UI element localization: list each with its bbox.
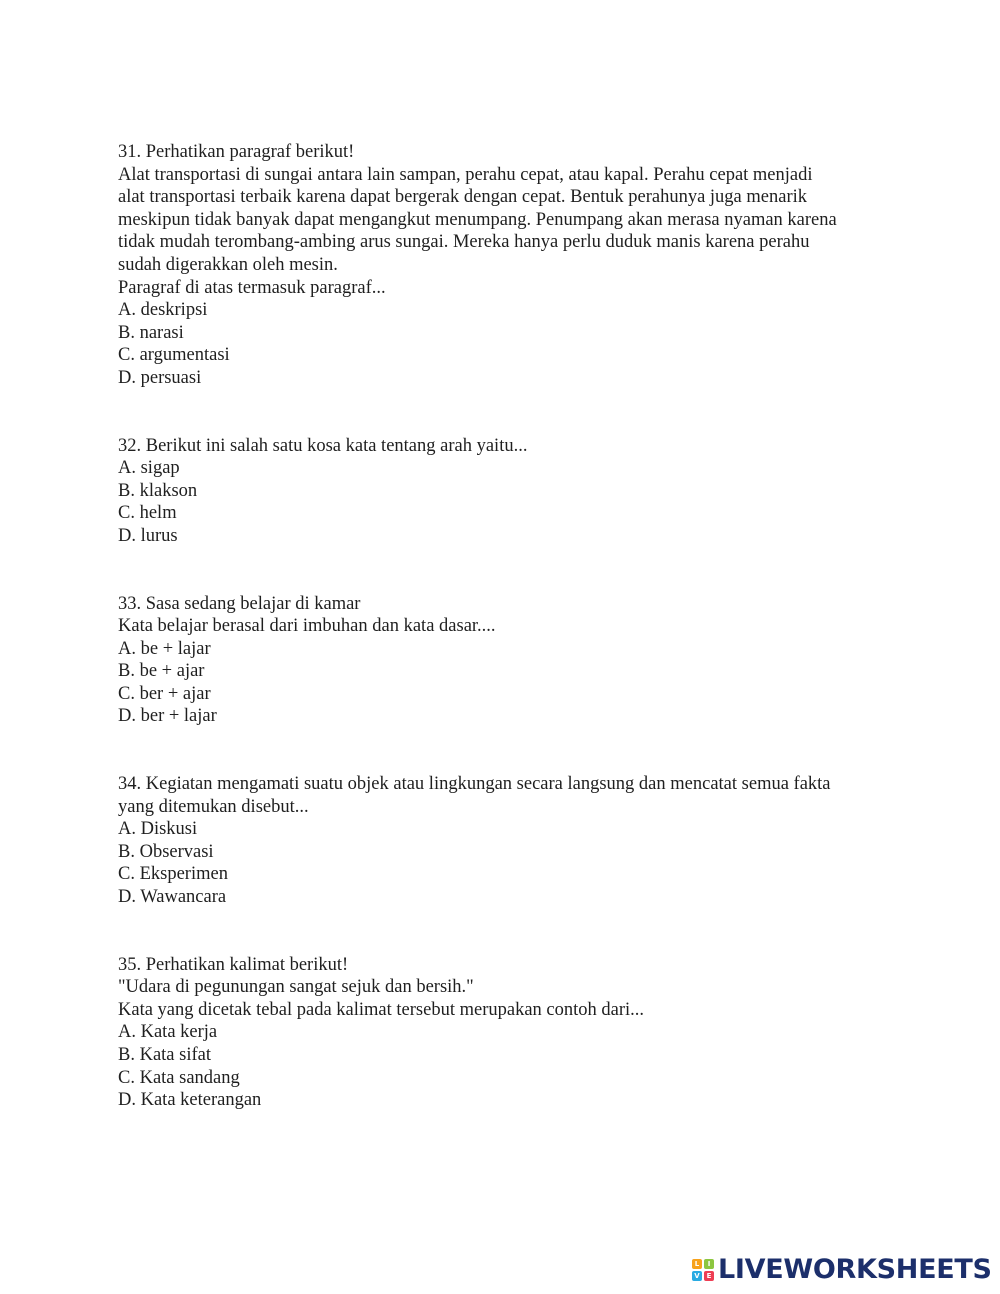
question-text-line: meskipun tidak banyak dapat mengangkut menumpang. Penumpang akan merasa nyaman karena xyxy=(118,209,837,230)
question-text-line: sudah digerakkan oleh mesin. xyxy=(118,254,338,275)
question-31 xyxy=(118,141,898,390)
question-text-line: "Udara di pegunungan sangat sejuk dan bersih." xyxy=(118,977,474,998)
logo-text: LIVEWORKSHEETS xyxy=(718,1254,992,1285)
answer-option: C. ber + ajar xyxy=(118,683,211,704)
question-text-line: alat transportasi terbaik karena dapat bergerak dengan cepat. Bentuk perahunya juga menarik xyxy=(118,187,807,208)
question-text: 34. Kegiatan mengamati suatu objek atau lingkungan secara langsung dan mencatat semua fakta xyxy=(118,774,831,795)
question-list xyxy=(118,141,898,1112)
logo-tile: I xyxy=(704,1259,714,1269)
question-34 xyxy=(118,773,898,909)
answer-option: D. lurus xyxy=(118,525,178,546)
answer-option: B. narasi xyxy=(118,322,184,343)
answer-option: B. Observasi xyxy=(118,841,214,862)
answer-option: A. deskripsi xyxy=(118,300,208,321)
question-text-line: Kata yang dicetak tebal pada kalimat tersebut merupakan contoh dari... xyxy=(118,999,645,1020)
answer-option: D. Wawancara xyxy=(118,887,227,908)
answer-option: D. Kata keterangan xyxy=(118,1090,262,1111)
question-text-line: yang ditemukan disebut... xyxy=(118,796,309,817)
answer-option: A. be + lajar xyxy=(118,638,211,659)
answer-option: C. Kata sandang xyxy=(118,1067,240,1088)
question-text: 35. Perhatikan kalimat berikut! xyxy=(118,954,349,975)
question-text-line: tidak mudah terombang-ambing arus sungai. Mereka hanya perlu duduk manis karena perahu xyxy=(118,232,810,253)
logo-tile: V xyxy=(692,1271,702,1281)
liveworksheets-logo xyxy=(692,1255,992,1285)
question-32 xyxy=(118,435,898,548)
answer-option: A. Diskusi xyxy=(118,819,198,840)
answer-option: B. klakson xyxy=(118,480,198,501)
question-35 xyxy=(118,954,898,1112)
question-33 xyxy=(118,593,898,729)
question-text: 31. Perhatikan paragraf berikut! xyxy=(118,142,355,162)
answer-option: D. ber + lajar xyxy=(118,706,217,727)
answer-option: D. persuasi xyxy=(118,367,202,388)
question-text-line: Paragraf di atas termasuk paragraf... xyxy=(118,277,386,298)
logo-tile: E xyxy=(704,1271,714,1281)
question-text: 32. Berikut ini salah satu kosa kata tentang arah yaitu... xyxy=(118,435,528,456)
logo-tiles-icon xyxy=(692,1259,714,1281)
answer-option: A. sigap xyxy=(118,458,180,479)
answer-option: A. Kata kerja xyxy=(118,1022,218,1043)
question-text: 33. Sasa sedang belajar di kamar xyxy=(118,593,361,614)
answer-option: C. helm xyxy=(118,503,177,524)
answer-option: B. be + ajar xyxy=(118,661,205,682)
question-text-line: Alat transportasi di sungai antara lain sampan, perahu cepat, atau kapal. Perahu cepat menjadi xyxy=(118,164,813,185)
question-text-line: Kata belajar berasal dari imbuhan dan kata dasar.... xyxy=(118,616,496,637)
answer-option: B. Kata sifat xyxy=(118,1045,211,1065)
answer-option: C. Eksperimen xyxy=(118,864,228,885)
answer-option: C. argumentasi xyxy=(118,345,230,366)
logo-tile: L xyxy=(692,1259,702,1269)
